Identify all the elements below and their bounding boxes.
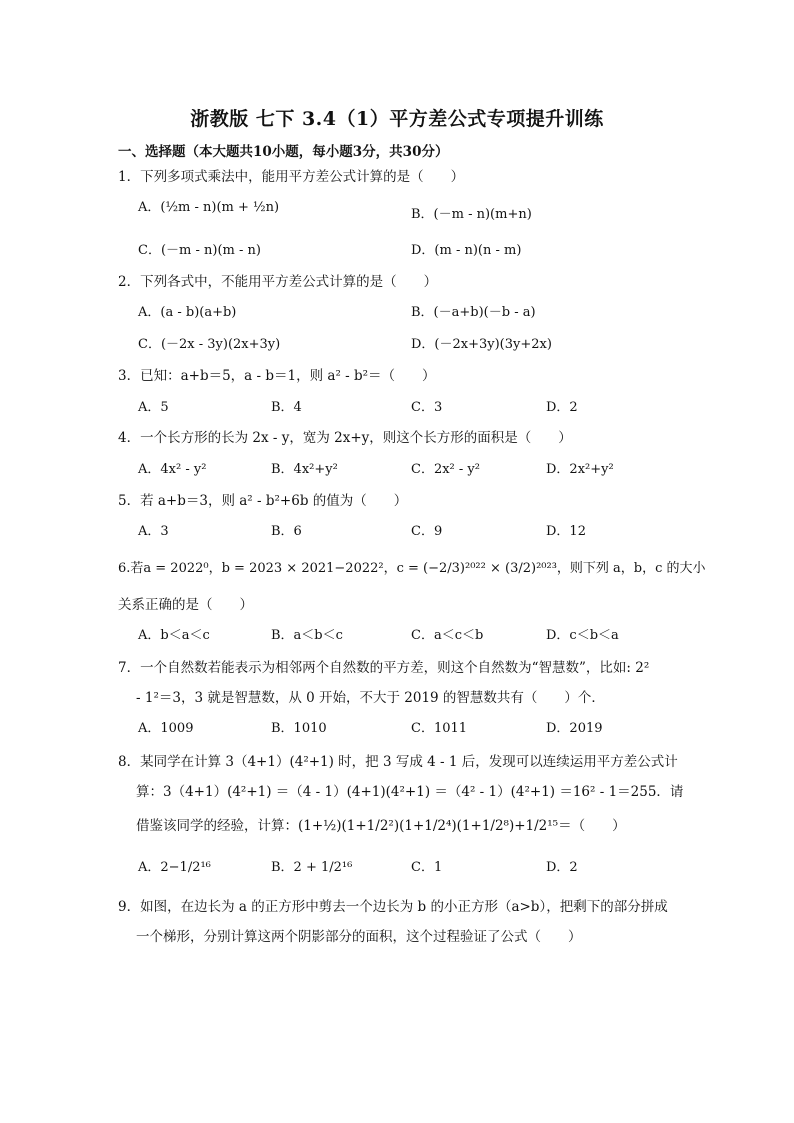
q8-option-b: B．2 + 1/2¹⁶ — [271, 860, 353, 875]
q5-option-c: C．9 — [411, 524, 443, 539]
q2-option-a: A．(a - b)(a+b) — [138, 305, 237, 320]
q1-option-b: B．(－m - n)(m+n) — [411, 207, 532, 222]
q2-option-b: B．(－a+b)(－b - a) — [411, 305, 536, 320]
question-7-stem-cont: - 1²＝3，3 就是智慧数，从 0 开始，不大于 2019 的智慧数共有（ ）个． — [136, 690, 605, 706]
q3-option-c: C．3 — [411, 400, 443, 415]
q4-option-a: A．4x² - y² — [138, 462, 207, 477]
page-title: 浙教版 七下 3.4（1）平方差公式专项提升训练 — [190, 108, 604, 130]
q6-option-a: A．b＜a＜c — [138, 628, 210, 643]
q8-option-a: A．2−1/2¹⁶ — [138, 860, 211, 875]
question-9-stem-cont: 一个梯形，分别计算这两个阴影部分的面积，这个过程验证了公式（ ） — [136, 929, 582, 945]
question-4-stem: 4．一个长方形的长为 2x - y，宽为 2x+y，则这个长方形的面积是（ ） — [118, 430, 572, 446]
q5-option-b: B．6 — [271, 524, 302, 539]
q3-option-d: D．2 — [546, 400, 578, 415]
question-9-stem: 9．如图，在边长为 a 的正方形中剪去一个边长为 b 的小正方形（a>b），把剩下的部分拼成 — [118, 899, 668, 915]
q7-option-b: B．1010 — [271, 721, 327, 736]
question-2-stem: 2．下列各式中，不能用平方差公式计算的是（ ） — [118, 274, 438, 290]
q7-option-c: C．1011 — [411, 721, 468, 736]
q5-option-d: D．12 — [546, 524, 586, 539]
q5-option-a: A．3 — [138, 524, 169, 539]
question-6-stem: 6.若a = 2022⁰，b = 2023 × 2021−2022²，c = (−2/3)²⁰²² × (3/2)²⁰²³，则下列 a，b，c 的大小 — [118, 561, 706, 576]
section-heading: 一、选择题（本大题共10小题，每小题3分，共30分） — [118, 144, 449, 160]
q8-option-d: D．2 — [546, 860, 578, 875]
q1-option-a: A．(½m - n)(m + ½n) — [138, 200, 280, 215]
q1-option-d: D．(m - n)(n - m) — [411, 243, 522, 258]
q7-option-d: D．2019 — [546, 721, 603, 736]
q6-option-d: D．c＜b＜a — [546, 628, 619, 643]
q4-option-c: C．2x² - y² — [411, 462, 480, 477]
q3-option-a: A．5 — [138, 400, 169, 415]
question-7-stem: 7．一个自然数若能表示为相邻两个自然数的平方差，则这个自然数为“智慧数”，比如: 2² — [118, 660, 650, 676]
q4-option-d: D．2x²+y² — [546, 462, 614, 477]
q7-option-a: A．1009 — [138, 721, 194, 736]
question-8-stem-cont: 算：3（4+1）(4²+1) ＝（4 - 1）(4+1)(4²+1) ＝（4² - 1）(4²+1) ＝16² - 1＝255．请 — [136, 784, 684, 800]
question-6-stem-cont: 关系正确的是（ ） — [118, 597, 253, 613]
q6-option-c: C．a＜c＜b — [411, 628, 484, 643]
q6-option-b: B．a＜b＜c — [271, 628, 343, 643]
question-8-stem-expression: 借鉴该同学的经验，计算：(1+½)(1+1/2²)(1+1/2⁴)(1+1/2⁸)+1/2¹⁵＝（ ） — [136, 818, 626, 834]
q4-option-b: B．4x²+y² — [271, 462, 338, 477]
question-5-stem: 5．若 a+b＝3，则 a² - b²+6b 的值为（ ） — [118, 493, 408, 509]
q8-option-c: C．1 — [411, 860, 443, 875]
question-1-stem: 1．下列多项式乘法中，能用平方差公式计算的是（ ） — [118, 169, 465, 185]
q1-option-c: C．(－m - n)(m - n) — [138, 243, 261, 258]
q2-option-c: C．(－2x - 3y)(2x+3y) — [138, 337, 281, 352]
question-3-stem: 3．已知：a+b＝5，a - b＝1，则 a² - b²＝（ ） — [118, 368, 436, 384]
question-8-stem: 8．某同学在计算 3（4+1）(4²+1) 时，把 3 写成 4 - 1 后，发现可以连续运用平方差公式计 — [118, 754, 678, 770]
q2-option-d: D．(－2x+3y)(3y+2x) — [411, 337, 552, 352]
q3-option-b: B．4 — [271, 400, 302, 415]
